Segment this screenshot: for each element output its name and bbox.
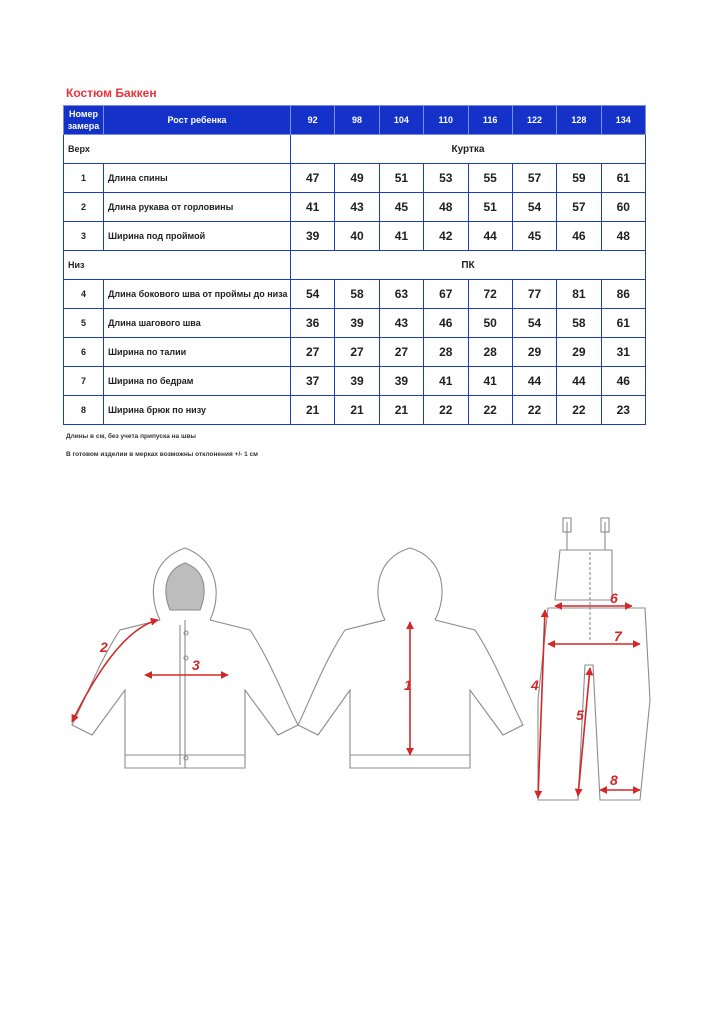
measure-value: 50 <box>468 309 512 338</box>
measure-value: 44 <box>557 367 601 396</box>
measure-line-2 <box>72 620 158 722</box>
measure-value: 44 <box>512 367 556 396</box>
table-row <box>64 309 646 338</box>
table-row <box>64 193 646 222</box>
note-tolerance: В готовом изделии в мерках возможны отклонения +/- 1 см <box>66 451 258 458</box>
measure-number: 6 <box>64 338 104 367</box>
measure-value: 44 <box>468 222 512 251</box>
measure-value: 58 <box>335 280 379 309</box>
measure-label: Длина спины <box>104 164 291 193</box>
measure-value: 40 <box>335 222 379 251</box>
garment-diagram <box>0 500 709 820</box>
measure-value: 27 <box>335 338 379 367</box>
measure-value: 81 <box>557 280 601 309</box>
measure-value: 23 <box>601 396 645 425</box>
measure-value: 57 <box>512 164 556 193</box>
measure-value: 54 <box>512 309 556 338</box>
measure-label-6: 6 <box>610 590 618 606</box>
measure-value: 41 <box>291 193 335 222</box>
measure-value: 43 <box>379 309 423 338</box>
measure-number: 8 <box>64 396 104 425</box>
size-header: 92 <box>291 106 335 135</box>
measure-value: 49 <box>335 164 379 193</box>
page-title: Костюм Баккен <box>66 86 157 100</box>
table-row <box>64 222 646 251</box>
section-name: Верх <box>64 135 291 164</box>
measure-number: 3 <box>64 222 104 251</box>
measure-value: 48 <box>424 193 468 222</box>
section-name: Низ <box>64 251 291 280</box>
measure-label-5: 5 <box>576 707 584 723</box>
measure-value: 29 <box>557 338 601 367</box>
measure-value: 72 <box>468 280 512 309</box>
measure-value: 29 <box>512 338 556 367</box>
measure-value: 27 <box>291 338 335 367</box>
measure-number: 7 <box>64 367 104 396</box>
measure-number-header: Номер замера <box>64 106 104 135</box>
measure-label: Длина шагового шва <box>104 309 291 338</box>
measure-value: 37 <box>291 367 335 396</box>
measure-label: Длина бокового шва от проймы до низа <box>104 280 291 309</box>
section-item: ПК <box>291 251 646 280</box>
measure-value: 47 <box>291 164 335 193</box>
measure-value: 59 <box>557 164 601 193</box>
bib-pants-drawing <box>538 518 650 800</box>
measure-value: 51 <box>468 193 512 222</box>
measure-value: 31 <box>601 338 645 367</box>
measure-value: 51 <box>379 164 423 193</box>
measure-label-4: 4 <box>531 677 539 693</box>
measure-value: 86 <box>601 280 645 309</box>
measure-value: 27 <box>379 338 423 367</box>
section-row <box>64 135 646 164</box>
measure-value: 77 <box>512 280 556 309</box>
measure-number: 1 <box>64 164 104 193</box>
size-header: 128 <box>557 106 601 135</box>
measure-value: 54 <box>291 280 335 309</box>
measure-label-1: 1 <box>404 677 412 693</box>
measure-number: 5 <box>64 309 104 338</box>
size-header: 110 <box>424 106 468 135</box>
table-header-row <box>64 106 646 135</box>
measure-value: 60 <box>601 193 645 222</box>
measure-label: Ширина по бедрам <box>104 367 291 396</box>
size-header: 104 <box>379 106 423 135</box>
measure-value: 28 <box>424 338 468 367</box>
measure-value: 39 <box>335 309 379 338</box>
measure-value: 48 <box>601 222 645 251</box>
measure-label: Длина рукава от горловины <box>104 193 291 222</box>
measure-value: 39 <box>379 367 423 396</box>
measure-value: 46 <box>601 367 645 396</box>
measure-value: 22 <box>468 396 512 425</box>
measure-value: 39 <box>291 222 335 251</box>
measure-value: 67 <box>424 280 468 309</box>
measure-value: 53 <box>424 164 468 193</box>
measure-value: 55 <box>468 164 512 193</box>
measure-number: 4 <box>64 280 104 309</box>
measure-value: 28 <box>468 338 512 367</box>
table-row <box>64 367 646 396</box>
measure-value: 45 <box>379 193 423 222</box>
measure-value: 58 <box>557 309 601 338</box>
measure-label: Ширина под проймой <box>104 222 291 251</box>
measure-value: 41 <box>424 367 468 396</box>
measure-value: 39 <box>335 367 379 396</box>
measure-label: Ширина брюк по низу <box>104 396 291 425</box>
measure-value: 61 <box>601 309 645 338</box>
measure-value: 46 <box>557 222 601 251</box>
measure-value: 42 <box>424 222 468 251</box>
measure-value: 61 <box>601 164 645 193</box>
measure-value: 54 <box>512 193 556 222</box>
size-header: 134 <box>601 106 645 135</box>
measure-label-2: 2 <box>100 639 108 655</box>
jacket-front-drawing <box>72 548 298 768</box>
measure-value: 45 <box>512 222 556 251</box>
measure-label-8: 8 <box>610 772 618 788</box>
section-item: Куртка <box>291 135 646 164</box>
measure-value: 21 <box>379 396 423 425</box>
measure-value: 41 <box>468 367 512 396</box>
measure-value: 43 <box>335 193 379 222</box>
size-header: 98 <box>335 106 379 135</box>
height-header: Рост ребенка <box>104 106 291 135</box>
measure-line-4 <box>538 610 545 798</box>
section-row <box>64 251 646 280</box>
measure-value: 22 <box>424 396 468 425</box>
measure-value: 46 <box>424 309 468 338</box>
note-units: Длины в см, без учета припуска на швы <box>66 433 196 440</box>
measure-label-7: 7 <box>614 628 622 644</box>
measure-value: 36 <box>291 309 335 338</box>
table-row <box>64 280 646 309</box>
measure-value: 57 <box>557 193 601 222</box>
measure-number: 2 <box>64 193 104 222</box>
measure-value: 41 <box>379 222 423 251</box>
size-table <box>63 105 646 425</box>
measure-value: 21 <box>291 396 335 425</box>
measure-label: Ширина по талии <box>104 338 291 367</box>
measure-value: 21 <box>335 396 379 425</box>
measure-value: 22 <box>512 396 556 425</box>
size-header: 116 <box>468 106 512 135</box>
table-row <box>64 338 646 367</box>
size-header: 122 <box>512 106 556 135</box>
measure-label-3: 3 <box>192 657 200 673</box>
measure-value: 63 <box>379 280 423 309</box>
table-row <box>64 396 646 425</box>
measure-value: 22 <box>557 396 601 425</box>
table-row <box>64 164 646 193</box>
